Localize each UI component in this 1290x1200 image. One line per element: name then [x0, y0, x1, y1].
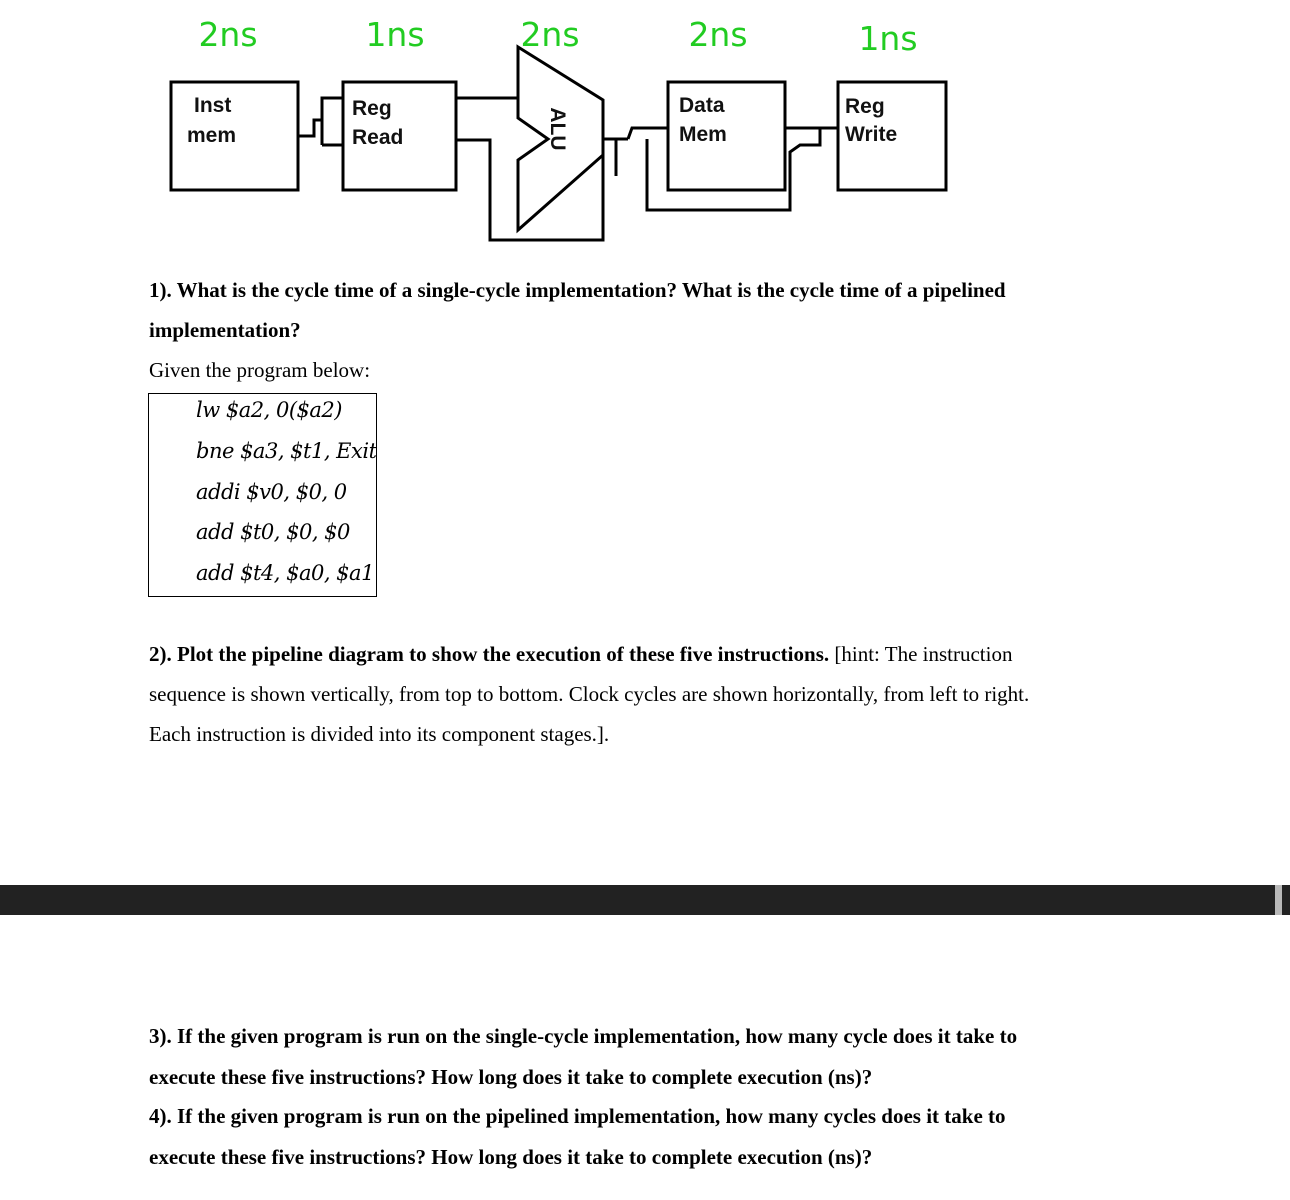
timing-alu: 2ns	[520, 15, 580, 54]
question-3-line-2: execute these five instructions? How long does it take to complete execution (ns)?	[149, 1065, 873, 1089]
question-4-line-2: execute these five instructions? How long does it take to complete execution (ns)?	[149, 1145, 873, 1169]
question-4-line-1: 4). If the given program is run on the pipelined implementation, how many cycles does it take to	[149, 1104, 1006, 1128]
instruction-line: bne $a3, $t1, Exit	[196, 439, 377, 463]
question-1-line-1: 1). What is the cycle time of a single-cycle implementation? What is the cycle time of a pipelined	[149, 278, 1006, 302]
timing-reg-read: 1ns	[365, 15, 425, 54]
reg-read-label-line2: Read	[352, 126, 404, 149]
question-2-line-3: Each instruction is divided into its component stages.].	[149, 722, 610, 746]
page-divider-bar	[0, 885, 1290, 915]
datapath-diagram	[0, 0, 1290, 260]
reg-write-label-line1: Reg	[845, 95, 885, 118]
question-2-line-1: 2). Plot the pipeline diagram to show the execution of these five instructions. [hint: The instruction	[149, 642, 1013, 666]
scrollbar-thumb[interactable]	[1275, 885, 1282, 915]
reg-write-label-line2: Write	[845, 123, 898, 146]
instruction-line: lw $a2, 0($a2)	[196, 398, 342, 422]
question-1-line-2: implementation?	[149, 318, 301, 342]
inst-mem-label-line2: mem	[187, 124, 237, 147]
program-intro: Given the program below:	[149, 358, 371, 382]
instruction-line: add $t4, $a0, $a1	[196, 561, 374, 585]
instruction-line: add $t0, $0, $0	[196, 520, 350, 544]
data-mem-label-line1: Data	[679, 94, 725, 117]
timing-inst-mem: 2ns	[198, 15, 258, 54]
timing-reg-write: 1ns	[858, 19, 918, 58]
timing-data-mem: 2ns	[688, 15, 748, 54]
instruction-line: addi $v0, $0, 0	[196, 480, 347, 504]
reg-read-label-line1: Reg	[352, 97, 392, 120]
inst-mem-label-line1: Inst	[194, 94, 232, 117]
alu-label: ALU	[546, 107, 569, 151]
program-code-box	[148, 393, 377, 597]
question-2-line-2: sequence is shown vertically, from top to bottom. Clock cycles are shown horizontally, from left to right.	[149, 682, 1030, 706]
data-mem-label-line2: Mem	[679, 123, 727, 146]
question-3-line-1: 3). If the given program is run on the single-cycle implementation, how many cycle does it take to	[149, 1024, 1018, 1048]
